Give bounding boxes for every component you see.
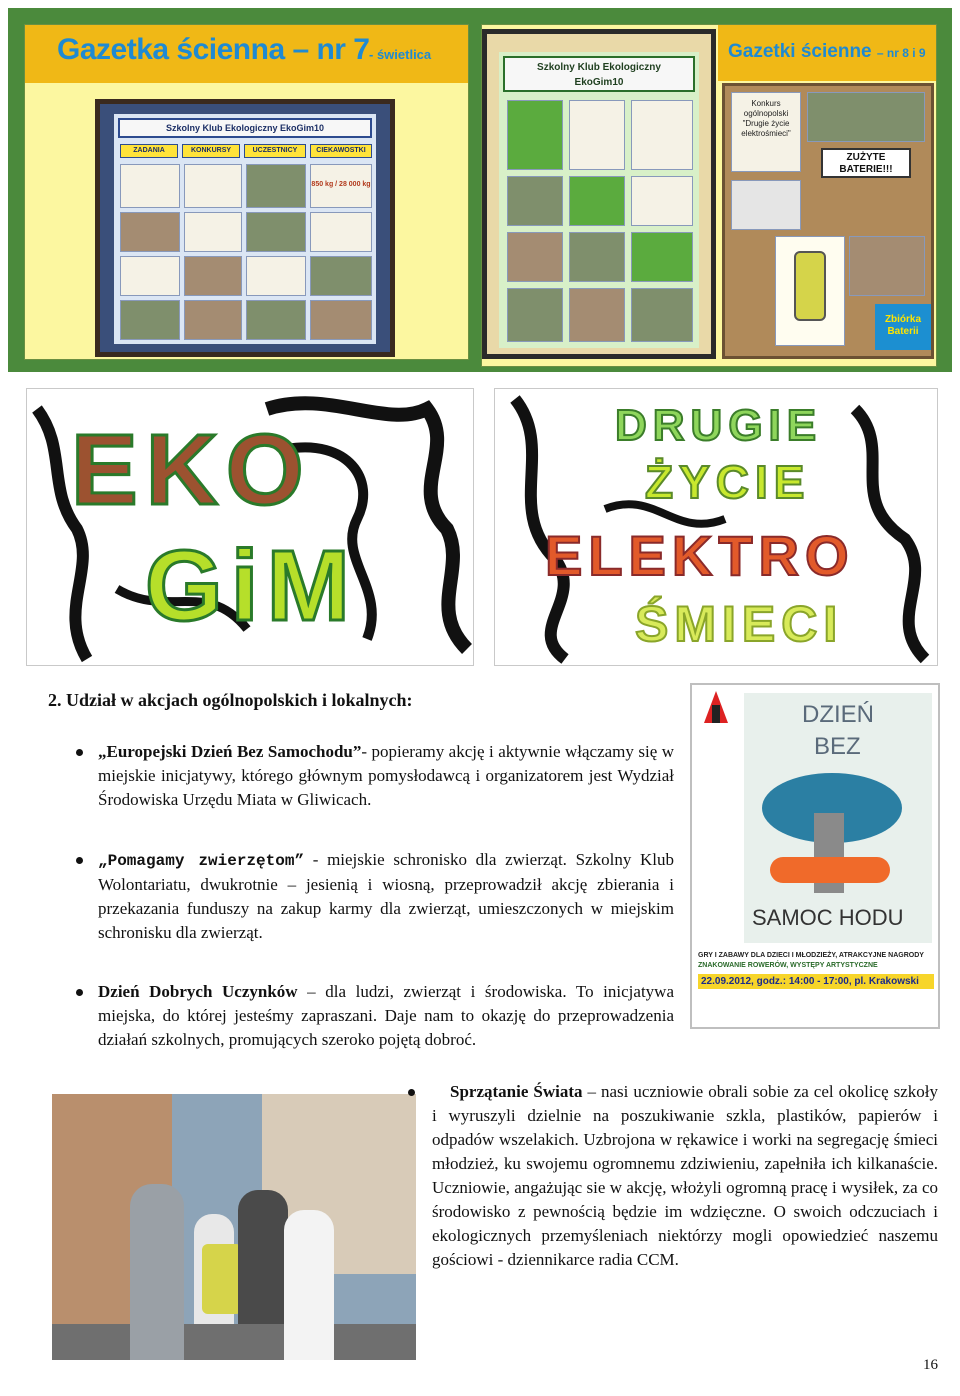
board-poster [569,176,625,226]
board-tab: ZADANIA [120,144,178,158]
board-certificate [631,100,693,170]
garbage-bag [202,1244,242,1314]
board-heading: Szkolny Klub Ekologiczny EkoGim10 [118,118,372,138]
page-number: 16 [923,1357,938,1373]
board-heading: Szkolny Klub Ekologiczny EkoGim10 [503,56,695,92]
poster-drawing [744,693,932,943]
panel-title: Gazetka ścienna – nr 7 [57,33,370,66]
notice-board-8-photo [482,29,716,359]
notice-board-photo [95,99,395,357]
board-poster [631,232,693,282]
board-photo [246,300,306,340]
board-photo [310,300,372,340]
list-item [432,1080,938,1272]
art-word-eko: EKO [71,414,312,526]
board-surface [114,114,376,344]
board-photo [849,236,925,296]
bullet-icon [76,857,83,864]
battery-icon [794,251,826,321]
board-certificate [184,212,242,252]
bullet-lead: Dzień Dobrych Uczynków [98,982,298,1001]
poster-title-2: BEZ [814,733,861,760]
bullet-icon [76,989,83,996]
ekogim-artwork [26,388,474,666]
battery-drawing [775,236,845,346]
poster-strip-2: ZNAKOWANIE ROWERÓW, WYSTĘPY ARTYSTYCZNE [698,962,878,969]
art-word-gim: GiM [145,530,358,642]
squashed-car [770,857,890,883]
bullet-text: – nasi uczniowie obrali sobie za cel okolicę szkoły i wyruszyli dzielnie na poszukiwanie szkla, plastików, papierów i odpadów wszelakich. Uzbrojona w rękawice i worki na segregację śmieci młodzież, ku swojemu ogromnemu zdziwieniu, zapełniła ich kilkanaście. Uczniowie, angażując sie w akcję, włożyli ogromną pracę i wysiłek, za co środowisko z pewnością będzie im wdzięczne. O swoich odczuciach i ekologicznych przemyśleniach niektórzy mogli opowiedzieć naszemu gościowi - dziennikarce radia CCM. [432,1082,939,1269]
contest-sheet: Konkurs ogólnopolski "Drugie życie elektrośmieci" [731,92,801,172]
batteries-sign: ZUŻYTE BATERIE!!! [821,148,911,178]
art-word-zycie: ŻYCIE [645,456,811,508]
list-item [98,740,674,812]
wall-newspaper-panel-8-9 [481,24,937,367]
poster-info [698,951,934,1025]
bullet-icon [76,749,83,756]
panel-subtitle: - świetlica [369,47,432,62]
board-tab: CIEKAWOSTKI [310,144,372,158]
bullet-text: - popieramy akcję i aktywnie włączamy się w miejskie inicjatywy, którego głównym pomysłodawcą i organizatorem jest Wydział Środowiska Urzędu Miata w Gliwicach. [98,742,674,809]
gliwice-logo-icon [698,689,734,729]
pavement [52,1324,416,1360]
board-surface [499,52,699,348]
student-figure [130,1184,184,1360]
panel-title: Gazetki ścienne – nr 8 i 9 [728,41,926,62]
poster-title-1: DZIEŃ [802,701,874,728]
board-photo [310,256,372,296]
board-certificate [184,164,242,208]
board-photo [246,212,306,252]
art-word-drugie: DRUGIE [615,401,823,450]
board-photo [507,176,563,226]
panel-title-bar [718,25,936,81]
drugie-zycie-artwork [494,388,938,666]
collection-sign: Zbiórka Baterii [875,304,931,350]
panel-title-bar [25,25,468,83]
board-note: 850 kg / 28 000 kg [310,164,372,208]
board-photo [507,288,563,342]
board-tab: KONKURSY [182,144,240,158]
list-item [98,980,674,1052]
board-certificate [120,256,180,296]
board-photo [569,232,625,282]
board-photo [184,256,242,296]
poster-title-3: SAMOC HODU [752,905,904,930]
board-certificate [120,164,180,208]
board-photo [807,92,925,142]
bullet-lead: Sprzątanie Świata [450,1082,583,1101]
wall-newspaper-panel-7 [24,24,469,360]
board-photo [507,232,563,282]
board-photo [631,288,693,342]
section-heading: 2. Udział w akcjach ogólnopolskich i lokalnych: [48,690,413,710]
board-photo [731,180,801,230]
board-tab: UCZESTNICY [244,144,306,158]
cork-board-9-photo [722,83,934,359]
board-certificate [246,256,306,296]
poster-strip-1: GRY I ZABAWY DLA DZIECI I MŁODZIEŻY, ATRAKCYJNE NAGRODY [698,952,924,959]
bullet-icon [408,1089,415,1096]
board-certificate [569,100,625,170]
bullet-text: – dla ludzi, zwierząt i środowiska. To inicjatywa miejska, do której jesteśmy zapraszani. Daje nam to okazję do przeprowadzenia działań szkolnych, promujących szeroko pojętą dobroć. [98,982,674,1049]
board-certificate [310,212,372,252]
board-photo [120,300,180,340]
art-word-smieci: ŚMIECI [635,596,844,652]
board-photo [120,212,180,252]
list-item [98,848,674,945]
bullet-lead: „Europejski Dzień Bez Samochodu” [98,742,362,761]
board-poster [507,100,563,170]
students-cleanup-photo [52,1094,416,1360]
board-certificate [631,176,693,226]
student-figure [284,1210,334,1360]
car-free-day-poster [690,683,940,1029]
board-photo [246,164,306,208]
board-photo [569,288,625,342]
board-photo [184,300,242,340]
bullet-lead: „Pomagamy zwierzętom” [98,852,305,870]
bullet-text: - miejskie schronisko dla zwierząt. Szkolny Klub Wolontariatu, dwukrotnie – jesienią i wiosną, przeprowadził akcję zbierania i przekazania funduszy na zakup karmy dla zwierząt, umieszczonych w miejskim schronisku dla zwierząt. [98,850,674,942]
poster-date: 22.09.2012, godz.: 14:00 - 17:00, pl. Krakowski [698,974,934,989]
student-figure [238,1190,288,1324]
art-word-elektro: ELEKTRO [545,524,855,587]
